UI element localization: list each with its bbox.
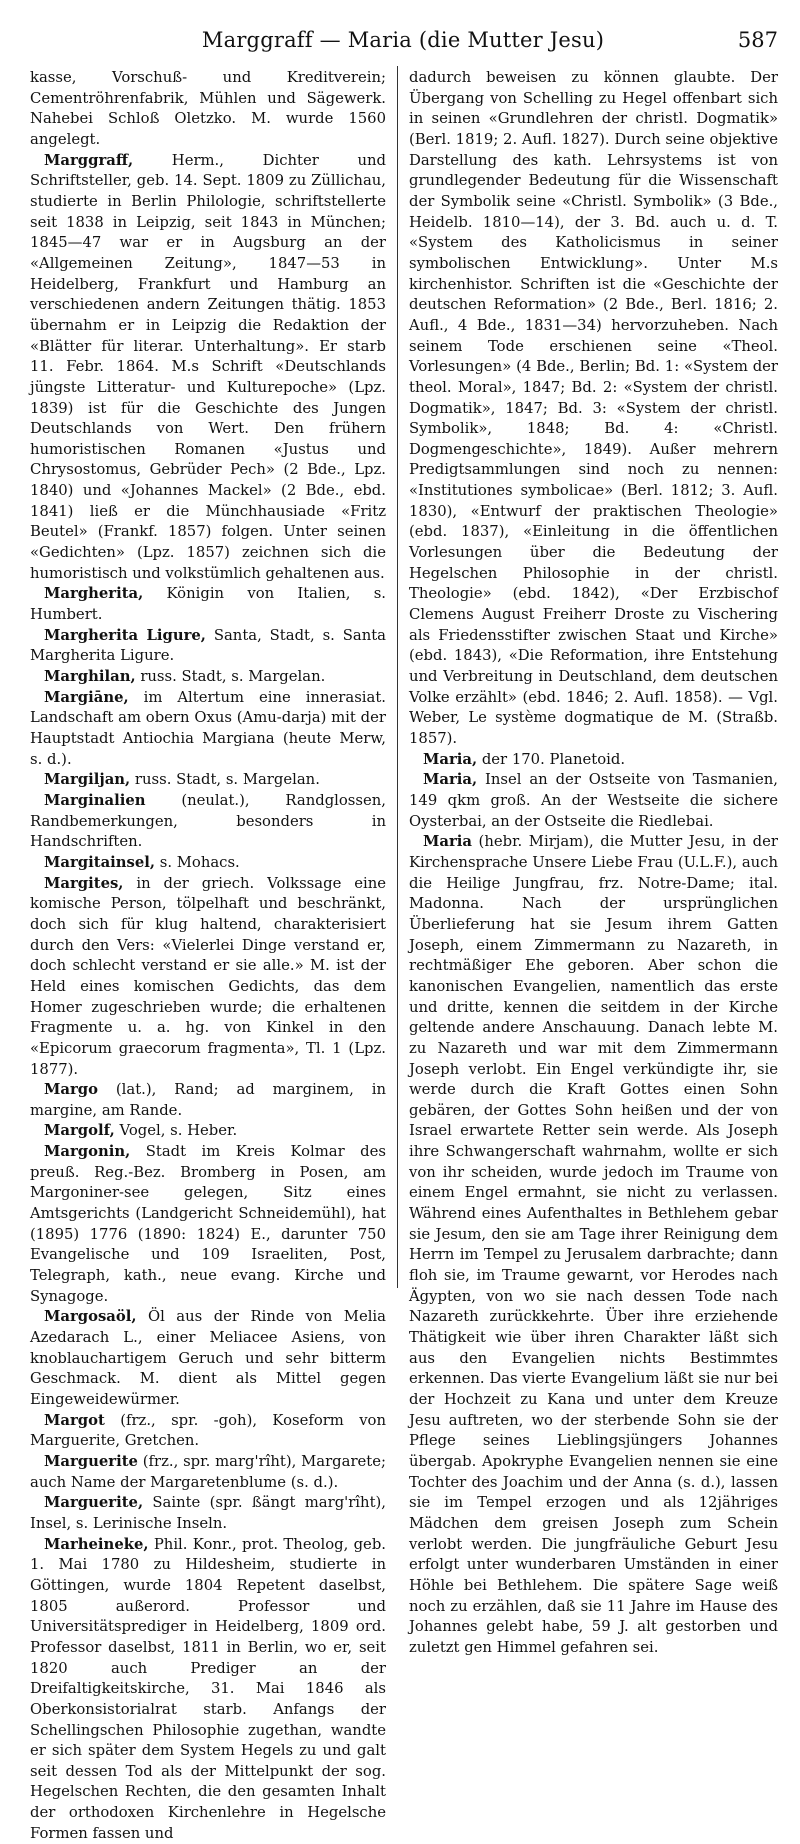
entry-headword: Margitainsel,: [44, 853, 156, 871]
dictionary-entry: [409, 750, 778, 771]
entry-text: in der griech. Volkssage eine komische Person, tölpelhaft und beschränkt, doch sich für klug haltend, charakterisiert durch den Vers: «Vielerlei Dinge verstand er, doch schlecht verstand er sie alle.» M. ist der Held eines komischen Gedichts, das dem Homer zugeschrieben wurde; die erhaltenen Fragmente u. a. hg. von Kinkel in den «Epicorum graecorum fragmenta», Tl. 1 (Lpz. 1877).: [30, 874, 386, 1078]
dictionary-entry: [30, 1142, 386, 1307]
entry-text: Stadt im Kreis Kolmar des preuß. Reg.-Bez. Bromberg in Posen, am Margoniner-see gelegen, Sitz eines Amtsgerichts (Landgericht Schneidemühl), hat (1895) 1776 (1890: 1824) E., darunter 750 Evangelische und 109 Israeliten, Post, Telegraph, kath., neue evang. Kirche und Synagoge.: [30, 1143, 386, 1305]
entry-text: Königin von Italien, s. Humbert.: [30, 585, 386, 624]
entry-text: Phil. Konr., prot. Theolog, geb. 1. Mai 1780 zu Hildesheim, studierte in Göttingen, wurde 1804 Repetent daselbst, 1805 außerord. Professor und Universitätsprediger in Heidelberg, 1809 ord. Professor daselbst, 1811 in Berlin, wo er, seit 1820 auch Prediger an der Dreifaltigkeitskirche, 31. Mai 1846 als Oberkonsistorialrat starb. Anfangs der Schellingschen Philosophie zugethan, wandte er sich später dem System Hegels zu und galt seit dessen Tod als der Mittelpunkt der sog. Hegelschen Rechten, die den gesamten Inhalt der orthodoxen Kirchenlehre in Hegelsche Formen fassen und: [30, 1535, 386, 1842]
entry-text: Herm., Dichter und Schriftsteller, geb. 14. Sept. 1809 zu Züllichau, studierte in Berlin Philologie, schriftstellerte seit 1838 in Leipzig, seit 1843 in München; 1845—47 war er in Augsburg an der «Allgemeinen Zeitung», 1847—53 in Heidelberg, Frankfurt und Hamburg an verschiedenen andern Zeitungen thätig. 1853 übernahm er in Leipzig die Redaktion der «Blätter für literar. Unterhaltung». Er starb 11. Febr. 1864. M.s Schrift «Deutschlands jüngste Litteratur- und Kulturepoche» (Lpz. 1839) ist für die Geschichte des Jungen Deutschlands von Wert. Den frühern humoristischen Romanen «Justus und Chrysostomus, Gebrüder Pech» (2 Bde., Lpz. 1840) und «Johannes Mackel» (2 Bde., ebd. 1841) ließ er die Münchhausiade «Fritz Beutel» (Frankf. 1857) folgen. Unter seinen «Gedichten» (Lpz. 1857) zeichnen sich die humoristisch und volkstümlich gehaltenen aus.: [30, 151, 386, 582]
entry-headword: Margosaöl,: [44, 1308, 137, 1326]
dictionary-entry: [30, 667, 386, 688]
column-divider: [397, 66, 398, 1288]
running-title: Marggraff — Maria (die Mutter Jesu): [201, 28, 605, 52]
dictionary-entry: [30, 584, 386, 625]
dictionary-entry: [30, 1121, 386, 1142]
dictionary-entry: [30, 1535, 386, 1844]
entry-text: (frz., spr. -goh), Koseform von Marguerite, Gretchen.: [30, 1411, 386, 1450]
entry-headword: Margolf,: [44, 1122, 115, 1140]
entry-text: im Altertum eine innerasiat. Landschaft am obern Oxus (Amu-darja) mit der Hauptstadt Antiochia Margiana (heute Merw, s. d.).: [30, 688, 386, 768]
entry-headword: Margonin,: [44, 1143, 131, 1161]
dictionary-entry: [409, 770, 778, 832]
dictionary-entry: [30, 1493, 386, 1534]
dictionary-entry: [409, 832, 778, 1658]
entry-text: kasse, Vorschuß- und Kreditverein; Cementröhrenfabrik, Mühlen und Sägewerk. Nahebei Schloß Oletzko. M. wurde 1560 angelegt.: [30, 69, 386, 148]
entry-text: der 170. Planetoid.: [477, 750, 626, 768]
entry-headword: Margiāne,: [44, 688, 129, 706]
entry-headword: Margo: [44, 1081, 98, 1099]
entry-headword: Margherita,: [44, 585, 144, 603]
right-column: [409, 68, 778, 1656]
entry-text: russ. Stadt, s. Margelan.: [130, 771, 320, 789]
dictionary-entry: [30, 1307, 386, 1410]
entry-text: Insel an der Ostseite von Tasmanien, 149 qkm groß. An der Westseite die sichere Oysterbai, an der Ostseite die Riedlebai.: [409, 771, 778, 830]
entry-headword: Margot: [44, 1411, 105, 1429]
entry-headword: Maria,: [423, 771, 478, 789]
entry-headword: Marheineke,: [44, 1535, 149, 1553]
entry-headword: Marginalien: [44, 791, 146, 809]
dictionary-entry: [30, 151, 386, 585]
entry-text: s. Mohacs.: [155, 853, 240, 871]
entry-headword: Margiljan,: [44, 771, 131, 789]
dictionary-entry: [30, 1411, 386, 1452]
dictionary-entry: [30, 770, 386, 791]
page-number: 587: [737, 28, 778, 52]
entry-text: (frz., spr. marg'rîht), Margarete; auch Name der Margaretenblume (s. d.).: [30, 1452, 386, 1491]
entry-headword: Maria,: [423, 750, 478, 768]
entry-text: (hebr. Mirjam), die Mutter Jesu, in der Kirchensprache Unsere Liebe Frau (U.L.F.), auch die Heilige Jungfrau, frz. Notre-Dame; ital. Madonna. Nach der ursprünglichen Überlieferung hat sie Jesum ihrem Gatten Joseph, einem Zimmermann zu Nazareth, in rechtmäßiger Ehe geboren. Aber schon die kanonischen Evangelien, namentlich das erste und dritte, kennen die seitdem in der Kirche geltende andere Anschauung. Danach lebte M. zu Nazareth und war mit dem Zimmermann Joseph verlobt. Ein Engel verkündigte ihr, sie werde durch die Kraft Gottes einen Sohn gebären, der Gottes Sohn heißen und der von Israel erwartete Retter sein werde. Als Joseph ihre Schwangerschaft wahrnahm, wollte er sich von ihr scheiden, wurde jedoch im Traume von einem Engel ermahnt, sie nicht zu verlassen. Während eines Aufenthaltes in Bethlehem gebar sie Jesum, den sie am Tage ihrer Reinigung dem Herrn im Tempel zu Jerusalem darbrachte; dann floh sie, im Traume gewarnt, vor Herodes nach Ägypten, von wo sie nach dessen Tode nach Nazareth zurückkehrte. Über ihre erziehende Thätigkeit wie über ihren Charakter läßt sich aus den Evangelien nichts Bestimmtes erkennen. Das vierte Evangelium läßt sie nur bei der Hochzeit zu Kana und unter dem Kreuze Jesu auftreten, wo der sterbende Sohn sie der Pflege seines Lieblingsjüngers Johannes übergab. Apokryphe Evangelien nennen sie eine Tochter des Joachim und der Anna (s. d.), lassen sie im Tempel erzogen und als 12jähriges Mädchen dem greisen Joseph zum Schein verlobt werden. Die jungfräuliche Geburt Jesu erfolgt unter wunderbaren Umständen in einer Höhle bei Bethlehem. Die spätere Sage weiß noch zu erzählen, daß sie 11 Jahre im Hause des Johannes gelebt habe, 59 J. alt gestorben und zuletzt gen Himmel gefahren sei.: [409, 833, 778, 1656]
entry-continuation: [30, 68, 386, 151]
entry-continuation: [409, 68, 778, 750]
dictionary-entry: [30, 853, 386, 874]
entry-headword: Marguerite,: [44, 1494, 144, 1512]
entry-text: dadurch beweisen zu können glaubte. Der Übergang von Schelling zu Hegel offenbart sich in seinen «Grundlehren der christl. Dogmatik» (Berl. 1819; 2. Aufl. 1827). Durch seine objektive Darstellung des kath. Lehrsystems ist von grundlegender Bedeutung für die Wissenschaft der Symbolik seine «Christl. Symbolik» (3 Bde., Heidelb. 1810—14), der 3. Bd. auch u. d. T. «System des Katholicismus in seiner symbolischen Entwicklung». Unter M.s kirchenhistor. Schriften ist die «Geschichte der deutschen Reformation» (2 Bde., Berl. 1816; 2. Aufl., 4 Bde., 1831—34) hervorzuheben. Nach seinem Tode erschienen seine «Theol. Vorlesungen» (4 Bde., Berlin; Bd. 1: «System der theol. Moral», 1847; Bd. 2: «System der christl. Dogmatik», 1847; Bd. 3: «System der christl. Symbolik», 1848; Bd. 4: «Christl. Dogmengeschichte», 1849). Außer mehrern Predigtsammlungen sind noch zu nennen: «Institutiones symbolicae» (Berl. 1812; 3. Aufl. 1830), «Entwurf der praktischen Theologie» (ebd. 1837), «Einleitung in die öffentlichen Vorlesungen über die Bedeutung der Hegelschen Philosophie in der christl. Theologie» (ebd. 1842), «Der Erzbischof Clemens August Freiherr Droste zu Vischering als Friedensstifter zwischen Staat und Kirche» (ebd. 1843), «Die Reformation, ihre Entstehung und Verbreitung in Deutschland, dem deutschen Volke erzählt» (ebd. 1846; 2. Aufl. 1858). — Vgl. Weber, Le système dogmatique de M. (Straßb. 1857).: [409, 69, 778, 747]
entry-headword: Marghilan,: [44, 668, 136, 686]
dictionary-entry: [30, 1452, 386, 1493]
left-column: [30, 68, 387, 1842]
entry-headword: Margherita Ligure,: [44, 626, 206, 644]
entry-headword: Maria: [423, 833, 472, 851]
entry-text: Santa, Stadt, s. Santa Margherita Ligure.: [30, 626, 387, 665]
entry-text: Öl aus der Rinde von Melia Azedarach L., einer Meliacee Asiens, von knoblauchartigem Geruch und sehr bitterm Geschmack. M. dient als Mittel gegen Eingeweidewürmer.: [30, 1308, 386, 1408]
entry-headword: Marguerite: [44, 1452, 138, 1470]
entry-text: russ. Stadt, s. Margelan.: [135, 668, 326, 686]
page-header: [28, 28, 778, 58]
dictionary-entry: [30, 791, 386, 853]
dictionary-entry: [30, 626, 386, 667]
entry-headword: Marggraff,: [44, 151, 134, 169]
entry-text: Vogel, s. Heber.: [114, 1122, 238, 1140]
entry-text: Sainte (spr. ßängt marg'rîht), Insel, s. Lerinische Inseln.: [30, 1494, 386, 1532]
entry-text: (neulat.), Randglossen, Randbemerkungen, besonders in Handschriften.: [30, 791, 386, 851]
entry-text: (lat.), Rand; ad marginem, in margine, am Rande.: [30, 1081, 386, 1119]
dictionary-entry: [30, 1080, 386, 1121]
dictionary-entry: [30, 874, 386, 1081]
dictionary-entry: [30, 688, 386, 771]
entry-headword: Margites,: [44, 874, 124, 892]
